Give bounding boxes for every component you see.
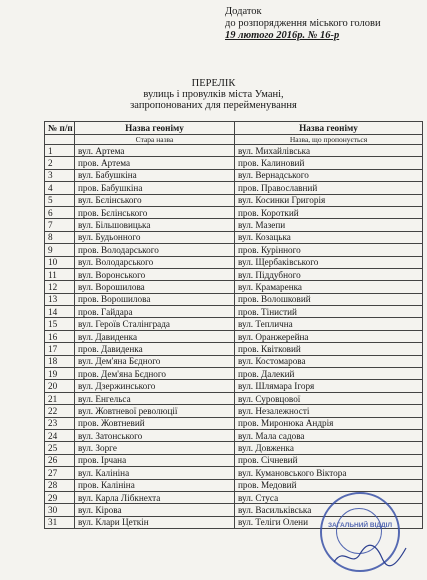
row-number: 13 (45, 293, 75, 305)
row-new-name: пров. Січневий (235, 454, 423, 466)
row-number: 9 (45, 244, 75, 256)
row-new-name: вул. Теплична (235, 318, 423, 330)
row-new-name: пров. Далекий (235, 368, 423, 380)
row-new-name: пров. Тінистий (235, 306, 423, 318)
row-old-name: вул. Карла Лібкнехта (75, 491, 235, 503)
row-old-name: пров. Калініна (75, 479, 235, 491)
row-number: 6 (45, 206, 75, 218)
list-title: ПЕРЕЛІК (191, 78, 236, 89)
table-row (45, 454, 423, 466)
table-row (45, 479, 423, 491)
row-old-name: вул. Зорге (75, 442, 235, 454)
row-number: 4 (45, 182, 75, 194)
row-new-name: вул. Михайлівська (235, 145, 423, 157)
row-old-name: пров. Гайдара (75, 306, 235, 318)
stamp-text: ЗАГАЛЬНИЙ ВІДДІЛ (327, 522, 393, 529)
row-number: 24 (45, 429, 75, 441)
row-number: 15 (45, 318, 75, 330)
table-header-row (45, 122, 423, 135)
row-old-name: вул. Клари Цеткін (75, 516, 235, 528)
signature-scribble (330, 540, 410, 570)
header-num: № п/п (45, 122, 75, 135)
table-row (45, 343, 423, 355)
row-new-name: пров. Волошковий (235, 293, 423, 305)
table-row (45, 206, 423, 218)
row-new-name: вул. Суровцової (235, 392, 423, 404)
table-row (45, 405, 423, 417)
row-old-name: пров. Артема (75, 157, 235, 169)
table-row (45, 182, 423, 194)
row-number: 17 (45, 343, 75, 355)
row-old-name: пров. Ірчана (75, 454, 235, 466)
header-new-name: Назва геоніму (235, 122, 423, 135)
row-old-name: вул. Енгельса (75, 392, 235, 404)
row-old-name: вул. Кірова (75, 504, 235, 516)
row-number: 2 (45, 157, 75, 169)
row-new-name: пров. Короткий (235, 206, 423, 218)
row-old-name: вул. Героїв Сталінграда (75, 318, 235, 330)
row-number: 22 (45, 405, 75, 417)
table-row (45, 368, 423, 380)
row-number: 12 (45, 281, 75, 293)
appendix-reference: до розпорядження міського голови (225, 18, 381, 29)
row-number: 30 (45, 504, 75, 516)
row-new-name: вул. Мала садова (235, 429, 423, 441)
table-row (45, 392, 423, 404)
row-new-name: пров. Медовий (235, 479, 423, 491)
row-new-name: вул. Мазепи (235, 219, 423, 231)
row-old-name: пров. Жовтневий (75, 417, 235, 429)
row-number: 3 (45, 169, 75, 181)
row-old-name: вул. Володарського (75, 256, 235, 268)
row-new-name: вул. Щербаківського (235, 256, 423, 268)
row-new-name: вул. Теліги Олени (235, 516, 423, 528)
table-row (45, 330, 423, 342)
row-old-name: пров. Дем'яна Бєдного (75, 368, 235, 380)
row-number: 1 (45, 145, 75, 157)
row-new-name: вул. Незалежності (235, 405, 423, 417)
row-old-name: вул. Воронського (75, 268, 235, 280)
table-row (45, 231, 423, 243)
table-row (45, 194, 423, 206)
row-new-name: вул. Стуса (235, 491, 423, 503)
row-new-name: вул. Костомарова (235, 355, 423, 367)
row-old-name: вул. Калініна (75, 467, 235, 479)
row-old-name: вул. Бєлінського (75, 194, 235, 206)
table-row (45, 145, 423, 157)
row-number: 16 (45, 330, 75, 342)
table-subheader-row (45, 135, 423, 145)
row-new-name: пров. Миронюка Андрія (235, 417, 423, 429)
subheader-num (45, 135, 75, 145)
row-old-name: пров. Володарського (75, 244, 235, 256)
subheader-new-name: Назва, що пропонується (235, 135, 423, 145)
table-row (45, 467, 423, 479)
row-number: 26 (45, 454, 75, 466)
row-new-name: вул. Косинки Григорія (235, 194, 423, 206)
appendix-title: Додаток (225, 6, 262, 17)
row-old-name: пров. Ворошилова (75, 293, 235, 305)
table-row (45, 169, 423, 181)
list-subtitle-2: запропонованих для перейменування (130, 100, 297, 111)
row-old-name: вул. Давиденка (75, 330, 235, 342)
row-new-name: вул. Васильківська (235, 504, 423, 516)
row-old-name: вул. Ворошилова (75, 281, 235, 293)
row-number: 5 (45, 194, 75, 206)
table-row (45, 293, 423, 305)
row-number: 31 (45, 516, 75, 528)
table-row (45, 306, 423, 318)
table-row (45, 244, 423, 256)
table-row (45, 281, 423, 293)
row-old-name: вул. Більшовицька (75, 219, 235, 231)
row-number: 7 (45, 219, 75, 231)
row-new-name: вул. Довженка (235, 442, 423, 454)
row-new-name: пров. Калиновий (235, 157, 423, 169)
row-number: 25 (45, 442, 75, 454)
row-new-name: пров. Квітковий (235, 343, 423, 355)
row-new-name: пров. Курінного (235, 244, 423, 256)
row-number: 14 (45, 306, 75, 318)
list-subtitle-1: вулиць і провулків міста Умані, (143, 89, 284, 100)
row-old-name: пров. Давиденка (75, 343, 235, 355)
row-number: 18 (45, 355, 75, 367)
row-old-name: вул. Затонського (75, 429, 235, 441)
row-number: 21 (45, 392, 75, 404)
row-new-name: вул. Козацька (235, 231, 423, 243)
row-new-name: вул. Піддубного (235, 268, 423, 280)
row-new-name: вул. Оранжерейна (235, 330, 423, 342)
row-new-name: вул. Крамаренка (235, 281, 423, 293)
row-number: 8 (45, 231, 75, 243)
row-old-name: вул. Бабушкіна (75, 169, 235, 181)
row-old-name: пров. Бабушкіна (75, 182, 235, 194)
table-row (45, 157, 423, 169)
table-row (45, 429, 423, 441)
table-row (45, 355, 423, 367)
row-new-name: вул. Шлямара Ігоря (235, 380, 423, 392)
row-number: 27 (45, 467, 75, 479)
row-new-name: вул. Кумановського Віктора (235, 467, 423, 479)
renaming-table (44, 121, 423, 529)
appendix-date: 19 лютого 2016р. № 16-р (225, 30, 340, 41)
table-row (45, 380, 423, 392)
table-row (45, 256, 423, 268)
row-old-name: вул. Артема (75, 145, 235, 157)
row-number: 28 (45, 479, 75, 491)
row-new-name: вул. Вернадського (235, 169, 423, 181)
row-old-name: вул. Будьонного (75, 231, 235, 243)
table-row (45, 318, 423, 330)
row-old-name: вул. Жовтневої революції (75, 405, 235, 417)
table-row (45, 417, 423, 429)
row-number: 29 (45, 491, 75, 503)
subheader-old-name: Стара назва (75, 135, 235, 145)
row-old-name: пров. Бєлінського (75, 206, 235, 218)
header-old-name: Назва геоніму (75, 122, 235, 135)
row-old-name: вул. Дем'яна Бєдного (75, 355, 235, 367)
row-number: 11 (45, 268, 75, 280)
row-old-name: вул. Дзержинського (75, 380, 235, 392)
table-row (45, 268, 423, 280)
table-row (45, 442, 423, 454)
appendix-block (225, 6, 381, 42)
row-number: 10 (45, 256, 75, 268)
row-number: 19 (45, 368, 75, 380)
row-new-name: пров. Православний (235, 182, 423, 194)
row-number: 23 (45, 417, 75, 429)
row-number: 20 (45, 380, 75, 392)
table-row (45, 219, 423, 231)
